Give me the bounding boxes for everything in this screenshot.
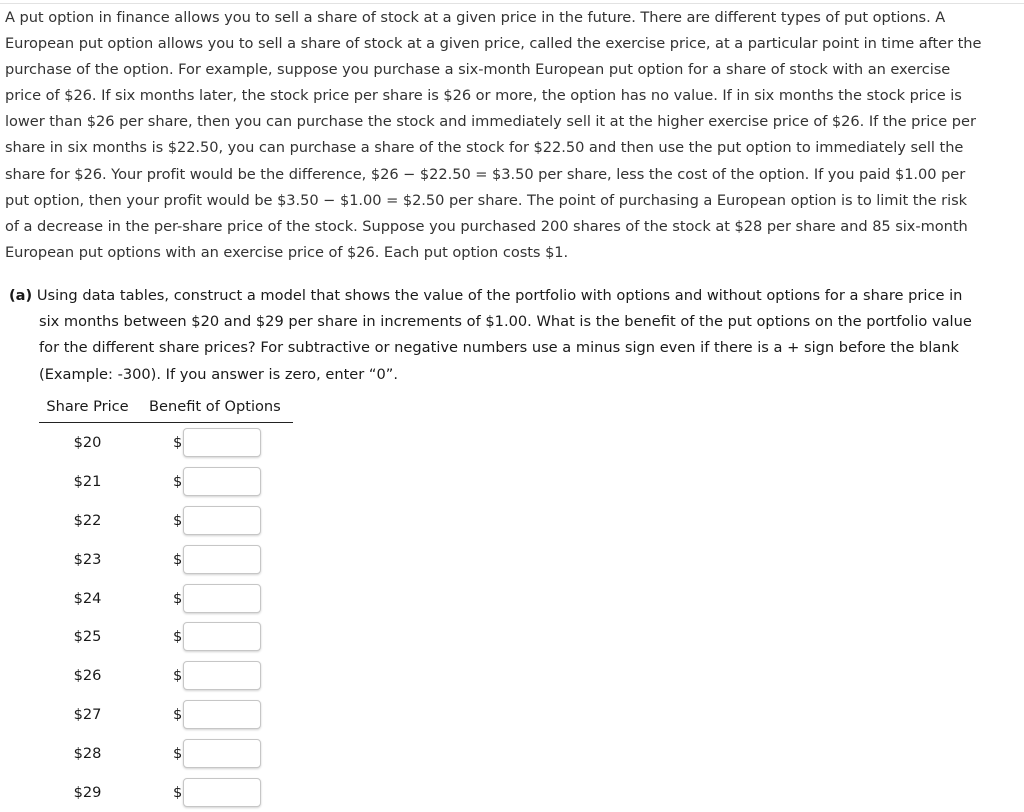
table-row <box>39 462 293 501</box>
table-row <box>39 773 293 812</box>
benefit-cell <box>136 423 293 462</box>
benefit-cell <box>136 501 293 540</box>
benefit-input[interactable] <box>183 506 261 535</box>
benefit-cell <box>136 617 293 656</box>
share-price-cell: $23 <box>73 550 102 568</box>
benefit-input[interactable] <box>183 778 261 807</box>
benefit-input[interactable] <box>183 467 261 496</box>
share-price-cell: $21 <box>73 472 102 490</box>
intro-line: European put options with an exercise price of $26. Each put option costs $1. <box>5 243 569 261</box>
benefit-cell <box>136 656 293 695</box>
share-price-cell: $26 <box>73 667 102 685</box>
part-a-line <box>9 283 1019 309</box>
intro-line: purchase of the option. For example, suppose you purchase a six-month European put option for a share of stock with an exercise <box>5 61 951 79</box>
currency-symbol: $ <box>173 745 183 763</box>
intro-line: lower than $26 per share, then you can purchase the stock and immediately sell it at the higher exercise price of $26. If the price per <box>5 113 976 131</box>
table-row <box>39 423 293 462</box>
problem-intro <box>5 5 1024 266</box>
currency-symbol: $ <box>173 628 183 646</box>
benefit-table <box>39 396 293 812</box>
share-price-cell: $29 <box>73 783 102 801</box>
table-row <box>39 617 293 656</box>
intro-line: price of $26. If six months later, the stock price per share is $26 or more, the option has no value. If in six months the stock price is <box>5 87 962 105</box>
currency-symbol: $ <box>173 667 183 685</box>
benefit-cell <box>136 734 293 773</box>
benefit-cell <box>136 540 293 579</box>
currency-symbol: $ <box>173 511 183 529</box>
benefit-cell <box>136 773 293 812</box>
header-benefit-of-options: Benefit of Options <box>136 396 293 423</box>
part-a-label: (a) <box>9 287 33 304</box>
currency-symbol: $ <box>173 783 183 801</box>
benefit-input[interactable] <box>183 545 261 574</box>
benefit-input[interactable] <box>183 700 261 729</box>
benefit-input[interactable] <box>183 739 261 768</box>
table-row <box>39 540 293 579</box>
intro-line: share in six months is $22.50, you can purchase a share of the stock for $22.50 and then use the put option to immediately sell the <box>5 139 964 157</box>
share-price-cell: $24 <box>73 589 102 607</box>
currency-symbol: $ <box>173 706 183 724</box>
benefit-input[interactable] <box>183 661 261 690</box>
currency-symbol: $ <box>173 550 183 568</box>
share-price-cell: $22 <box>73 511 102 529</box>
part-a-line: six months between $20 and $29 per share in increments of $1.00. What is the benefit of the put options on the portfolio value <box>39 313 972 331</box>
intro-line: A put option in finance allows you to sell a share of stock at a given price in the future. There are different types of put options. A <box>5 9 946 26</box>
top-divider <box>0 3 1024 4</box>
benefit-input[interactable] <box>183 622 261 651</box>
intro-line: European put option allows you to sell a share of stock at a given price, called the exercise price, at a particular point in time after the <box>5 35 982 53</box>
intro-line: put option, then your profit would be $3.50 − $1.00 = $2.50 per share. The point of purchasing a European option is to limit the risk <box>5 191 968 209</box>
share-price-cell: $25 <box>73 628 102 646</box>
table-row <box>39 501 293 540</box>
intro-line: of a decrease in the per-share price of the stock. Suppose you purchased 200 shares of the stock at $28 per share and 85 six-month <box>5 217 968 235</box>
table-header-row <box>39 396 293 423</box>
part-a-line: for the different share prices? For subtractive or negative numbers use a minus sign even if there is a + sign before the blank <box>39 339 959 357</box>
part-a-question <box>9 283 1019 388</box>
table-row <box>39 734 293 773</box>
header-share-price: Share Price <box>39 396 136 423</box>
benefit-cell <box>136 462 293 501</box>
table-row <box>39 579 293 618</box>
currency-symbol: $ <box>173 472 183 490</box>
currency-symbol: $ <box>173 589 183 607</box>
part-a-line: (Example: -300). If you answer is zero, enter “0”. <box>39 365 398 383</box>
benefit-cell <box>136 695 293 734</box>
intro-line: share for $26. Your profit would be the difference, $26 − $22.50 = $3.50 per share, less the cost of the option. If you paid $1.00 per <box>5 165 966 183</box>
share-price-cell: $20 <box>73 433 102 451</box>
part-a-text: Using data tables, construct a model that shows the value of the portfolio with options and without options for a share price in <box>36 287 963 304</box>
benefit-input[interactable] <box>183 584 261 613</box>
table-row <box>39 656 293 695</box>
currency-symbol: $ <box>173 433 183 451</box>
benefit-cell <box>136 579 293 618</box>
benefit-input[interactable] <box>183 428 261 457</box>
table-row <box>39 695 293 734</box>
share-price-cell: $28 <box>73 745 102 763</box>
share-price-cell: $27 <box>73 706 102 724</box>
